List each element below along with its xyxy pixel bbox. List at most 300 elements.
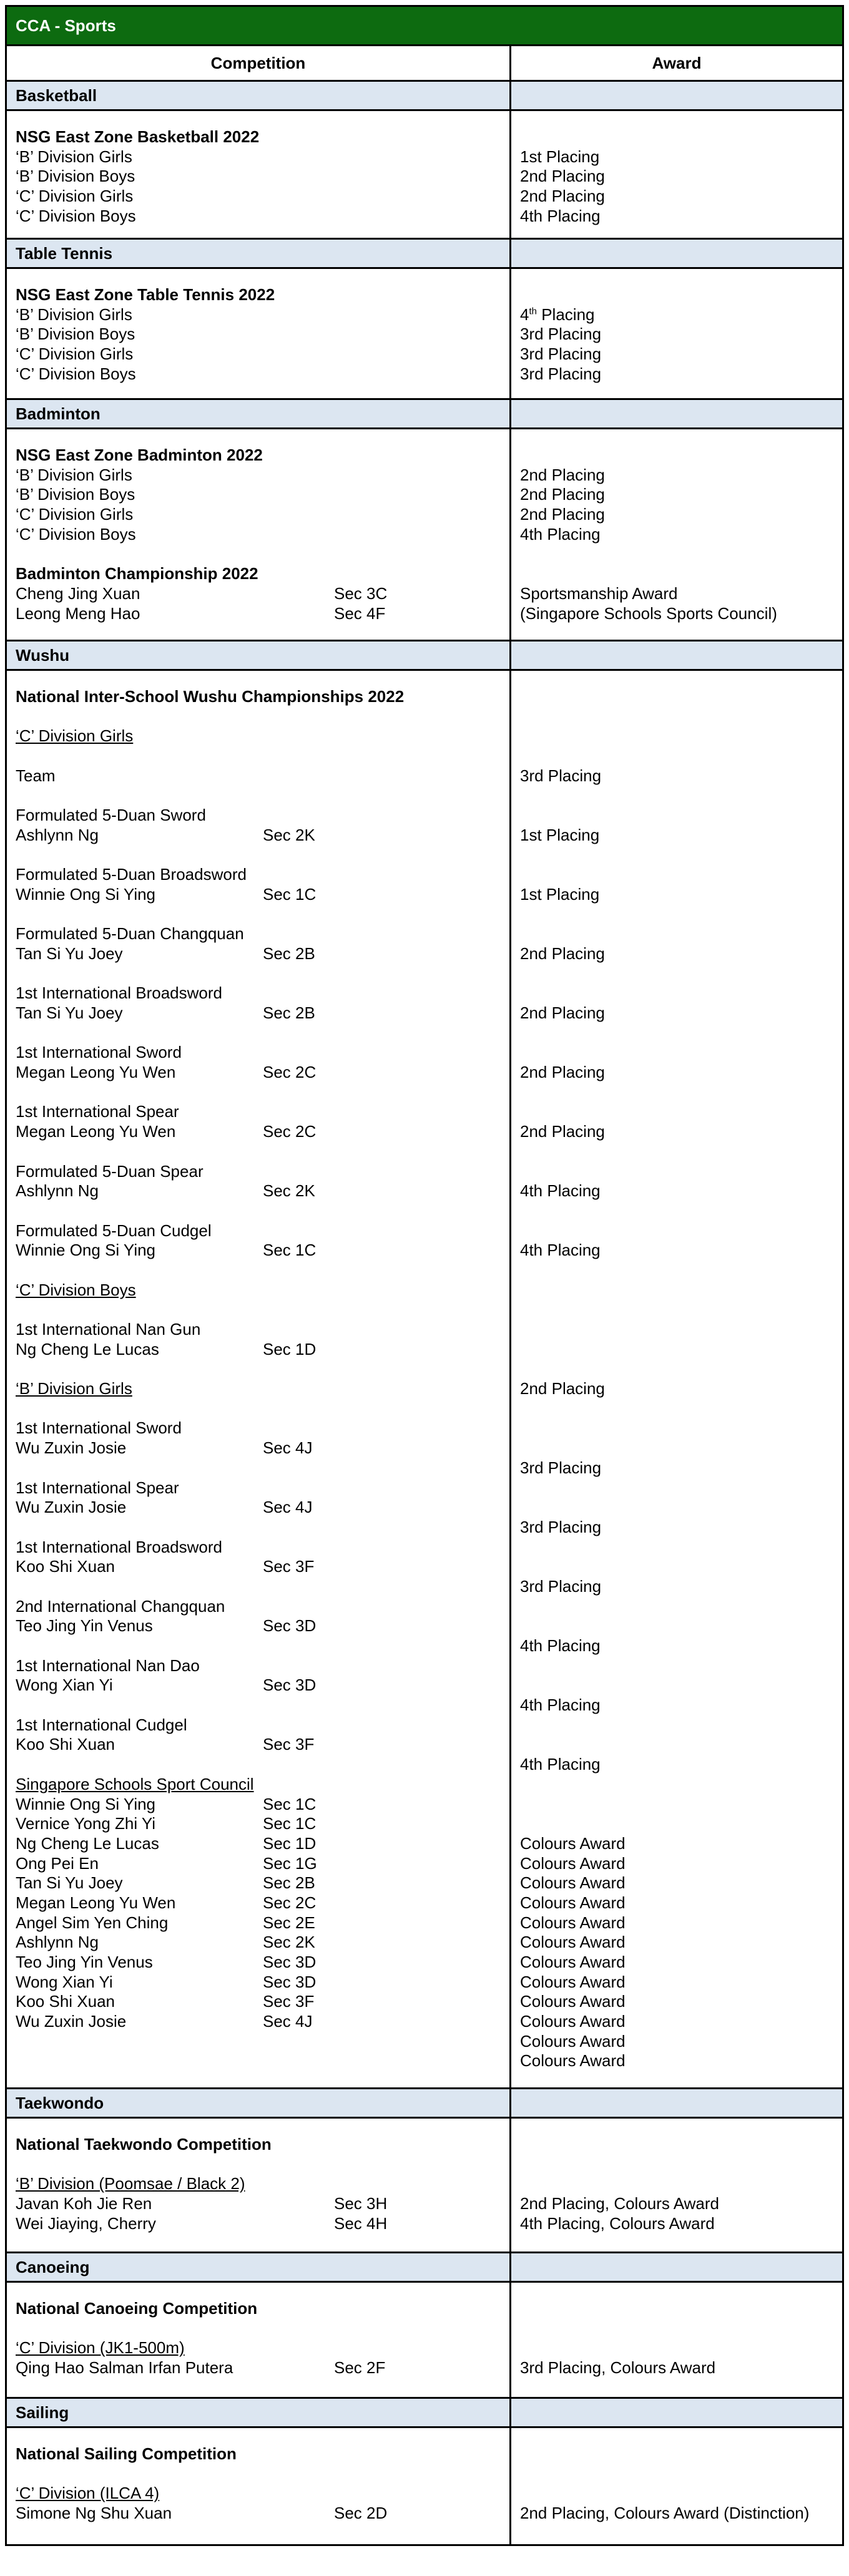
spacer	[520, 846, 833, 866]
competition-line-text: ‘C’ Division (JK1-500m)	[16, 2338, 185, 2358]
award-line	[520, 1122, 833, 1142]
award-line-text: Colours Award	[520, 1853, 626, 1873]
spacer	[16, 2464, 501, 2484]
award-line	[520, 2051, 833, 2071]
spacer	[16, 1636, 501, 1656]
award-line	[520, 305, 833, 325]
competition-line	[16, 485, 501, 505]
competition-line	[16, 944, 501, 964]
competition-line-text: Qing Hao Salman Irfan Putera	[16, 2358, 233, 2378]
award-line	[520, 1656, 833, 1676]
competition-line	[16, 1043, 501, 1063]
competition-line-text: ‘B’ Division Boys	[16, 324, 135, 344]
competition-line-text: Megan Leong Yu Wen	[16, 1063, 176, 1082]
competition-line-text: Ashlynn Ng	[16, 1933, 99, 1952]
class-label: Sec 1C	[263, 1241, 317, 1260]
competition-line-text: ‘C’ Division (ILCA 4)	[16, 2484, 160, 2503]
competition-line-text: NSG East Zone Badminton 2022	[16, 446, 263, 464]
award-line	[520, 687, 833, 707]
competition-line-text: 1st International Nan Dao	[16, 1656, 200, 1675]
spacer	[520, 1083, 833, 1103]
awards-table	[5, 5, 844, 2546]
section-title-blank	[511, 240, 842, 267]
section-title: Table Tennis	[7, 240, 511, 267]
competition-line-text: ‘C’ Division Boys	[16, 524, 136, 544]
competition-line-text: Formulated 5-Duan Changquan	[16, 924, 244, 944]
award-line	[520, 1735, 833, 1755]
competition-line	[16, 1538, 501, 1558]
award-line-text: 2nd Placing	[520, 1122, 605, 1141]
class-label: Sec 3D	[263, 1676, 317, 1695]
award-line-text: 4th Placing	[520, 1181, 601, 1201]
award-line	[520, 1755, 833, 1775]
class-label: Sec 1C	[263, 884, 317, 904]
competition-line	[16, 305, 501, 325]
competition-line	[16, 983, 501, 1003]
competition-line	[16, 2174, 501, 2194]
competition-line-text: 1st International Broadsword	[16, 983, 222, 1003]
class-label: Sec 2B	[263, 944, 315, 963]
competition-line	[16, 344, 501, 364]
award-line-text: 3rd Placing	[520, 1517, 602, 1536]
award-line-text: 3rd Placing	[520, 1458, 602, 1477]
competition-line-text: Koo Shi Xuan	[16, 1557, 115, 1576]
competition-line	[16, 1063, 501, 1083]
award-line	[520, 1715, 833, 1735]
competition-cell	[7, 111, 511, 238]
spacer	[16, 2155, 501, 2175]
award-line	[520, 1616, 833, 1636]
award-line-text: Colours Award	[520, 2031, 626, 2051]
competition-line	[16, 1834, 501, 1854]
spacer	[520, 1023, 833, 1043]
class-label: Sec 2C	[263, 1893, 317, 1912]
class-label: Sec 2E	[263, 1913, 315, 1932]
award-line	[520, 1043, 833, 1063]
competition-line-text: Formulated 5-Duan Broadsword	[16, 865, 247, 884]
award-line	[520, 1538, 833, 1558]
competition-line-text: Ashlynn Ng	[16, 1181, 99, 1201]
award-line	[520, 525, 833, 545]
competition-cell	[7, 671, 511, 2087]
competition-cell	[7, 2428, 511, 2544]
award-line	[520, 2174, 833, 2194]
competition-line	[16, 1181, 501, 1201]
competition-line	[16, 2135, 501, 2155]
section-title-blank	[511, 400, 842, 427]
competition-line	[16, 806, 501, 826]
class-label: Sec 4J	[263, 2012, 313, 2031]
competition-line-text: National Canoeing Competition	[16, 2299, 258, 2318]
competition-line-text: Angel Sim Yen Ching	[16, 1913, 169, 1932]
award-line-text: Sportsmanship Award	[520, 583, 678, 603]
competition-line-text: Megan Leong Yu Wen	[16, 1122, 176, 1141]
award-line	[520, 1241, 833, 1261]
class-label: Sec 3F	[263, 1992, 315, 2011]
award-line-text: 4th Placing	[520, 524, 601, 544]
spacer	[520, 544, 833, 564]
competition-line	[16, 826, 501, 846]
competition-line-text: 1st International Sword	[16, 1418, 182, 1438]
competition-line-text: ‘B’ Division (Poomsae / Black 2)	[16, 2174, 245, 2193]
competition-line-text: 1st International Nan Gun	[16, 1320, 201, 1339]
award-line-text: 2nd Placing	[520, 167, 605, 186]
spacer	[16, 1359, 501, 1379]
award-line	[520, 1992, 833, 2012]
award-line	[520, 2032, 833, 2052]
award-line	[520, 1913, 833, 1933]
award-line-text: 2nd Placing	[520, 1063, 605, 1082]
class-label: Sec 3C	[334, 583, 388, 603]
class-label: Sec 1G	[263, 1853, 317, 1873]
award-line	[520, 2214, 833, 2234]
competition-line-text: Teo Jing Yin Venus	[16, 1953, 153, 1971]
header-row	[7, 46, 842, 82]
spacer	[520, 1201, 833, 1221]
competition-line-text: ‘B’ Division Girls	[16, 465, 132, 484]
competition-line-text: National Inter-School Wushu Championships 2022	[16, 687, 405, 706]
award-line	[520, 1676, 833, 1695]
spacer	[520, 1261, 833, 1281]
competition-line	[16, 1438, 501, 1458]
section-header-basketball	[7, 82, 842, 111]
award-line	[520, 604, 833, 624]
spacer	[16, 746, 501, 766]
section-title: Basketball	[7, 82, 511, 109]
award-line	[520, 1795, 833, 1815]
award-line	[520, 1695, 833, 1715]
section-body	[7, 429, 842, 642]
award-line-text: 3rd Placing	[520, 766, 602, 785]
competition-line	[16, 1616, 501, 1636]
award-line-text: Colours Award	[520, 1913, 626, 1932]
competition-line-text: Wei Jiaying, Cherry	[16, 2213, 156, 2233]
competition-line-text: ‘C’ Division Girls	[16, 344, 134, 364]
award-line	[520, 1557, 833, 1577]
award-line-text: 2nd Placing	[520, 944, 605, 963]
competition-line	[16, 1122, 501, 1142]
competition-line	[16, 2338, 501, 2358]
competition-line-text: Ashlynn Ng	[16, 825, 99, 844]
award-line	[520, 1458, 833, 1478]
competition-line	[16, 726, 501, 746]
competition-line	[16, 584, 501, 604]
award-line	[520, 726, 833, 746]
competition-line-text: Formulated 5-Duan Sword	[16, 806, 206, 825]
competition-line-text: ‘C’ Division Girls	[16, 505, 134, 524]
competition-line-text: Formulated 5-Duan Cudgel	[16, 1221, 212, 1240]
award-line	[520, 187, 833, 207]
competition-line-text: Koo Shi Xuan	[16, 1992, 115, 2011]
section-title-blank	[511, 2253, 842, 2281]
class-label: Sec 1D	[263, 1339, 317, 1359]
competition-line	[16, 2484, 501, 2504]
competition-line	[16, 1241, 501, 1261]
class-label: Sec 3D	[263, 1972, 317, 1991]
award-line	[520, 1340, 833, 1360]
class-label: Sec 2K	[263, 1181, 315, 1201]
award-line	[520, 584, 833, 604]
section-header-badminton	[7, 400, 842, 429]
competition-line	[16, 1320, 501, 1340]
section-title: Canoeing	[7, 2253, 511, 2281]
table-title: CCA - Sports	[7, 7, 842, 46]
competition-line-text: Badminton Championship 2022	[16, 564, 258, 583]
award-line	[520, 766, 833, 786]
spacer	[16, 707, 501, 727]
award-line-text: 4th Placing	[520, 1241, 601, 1260]
class-label: Sec 4F	[334, 603, 386, 623]
competition-line	[16, 1221, 501, 1241]
spacer	[16, 544, 501, 564]
spacer	[16, 2319, 501, 2339]
competition-cell	[7, 269, 511, 398]
competition-line	[16, 865, 501, 885]
spacer	[520, 1300, 833, 1320]
award-line	[520, 1873, 833, 1893]
competition-line	[16, 924, 501, 944]
award-line	[520, 1063, 833, 1083]
class-label: Sec 3H	[334, 2194, 388, 2213]
class-label: Sec 4J	[263, 1438, 313, 1458]
award-line-text: 2nd Placing	[520, 465, 605, 484]
award-line	[520, 446, 833, 466]
award-line-text: 3rd Placing	[520, 364, 602, 383]
competition-line	[16, 1953, 501, 1973]
award-line	[520, 924, 833, 944]
award-line	[520, 1893, 833, 1913]
competition-line	[16, 766, 501, 786]
competition-line-text: ‘C’ Division Boys	[16, 364, 136, 383]
competition-line-text: Winnie Ong Si Ying	[16, 1794, 156, 1813]
spacer	[520, 2155, 833, 2175]
section-title: Taekwondo	[7, 2089, 511, 2117]
competition-line-text: Singapore Schools Sport Council	[16, 1774, 254, 1793]
award-line	[520, 1181, 833, 1201]
award-line	[520, 167, 833, 187]
competition-header: Competition	[7, 46, 511, 80]
section-header-taekwondo	[7, 2089, 842, 2119]
competition-line-text: 1st International Spear	[16, 1478, 179, 1497]
competition-line-text: Team	[16, 766, 56, 785]
award-line	[520, 285, 833, 305]
spacer	[520, 2319, 833, 2339]
competition-line	[16, 167, 501, 187]
class-label: Sec 1D	[263, 1833, 317, 1853]
section-header-wushu	[7, 642, 842, 671]
award-line-text: Colours Award	[520, 1972, 626, 1991]
competition-line-text: Wong Xian Yi	[16, 1676, 113, 1695]
award-cell	[511, 269, 842, 398]
class-label: Sec 2D	[334, 2504, 388, 2523]
award-line-text: 1st Placing	[520, 147, 600, 166]
spacer	[16, 905, 501, 925]
spacer	[16, 1755, 501, 1775]
competition-line	[16, 525, 501, 545]
competition-line	[16, 604, 501, 624]
award-line-text: 3rd Placing	[520, 344, 602, 364]
award-line-text: Placing	[536, 305, 595, 324]
competition-line-text: Simone Ng Shu Xuan	[16, 2504, 172, 2523]
award-line-text: 3rd Placing	[520, 324, 602, 344]
competition-line	[16, 1597, 501, 1617]
award-cell	[511, 2119, 842, 2252]
competition-line-text: ‘C’ Division Girls	[16, 726, 134, 746]
section-title: Wushu	[7, 642, 511, 669]
competition-line	[16, 2194, 501, 2214]
spacer	[16, 1023, 501, 1043]
section-header-table-tennis	[7, 240, 842, 269]
award-line-text: 1st Placing	[520, 825, 600, 844]
award-line-text: 2nd Placing	[520, 1003, 605, 1022]
award-line	[520, 2484, 833, 2504]
class-label: Sec 2K	[263, 1933, 315, 1952]
award-line-text: 2nd Placing	[520, 187, 605, 206]
competition-line-text: Leong Meng Hao	[16, 603, 140, 623]
award-line	[520, 1518, 833, 1538]
award-line	[520, 1498, 833, 1518]
competition-line-text: 1st International Sword	[16, 1043, 182, 1062]
competition-line	[16, 1992, 501, 2012]
award-line	[520, 1953, 833, 1973]
spacer	[16, 1261, 501, 1281]
class-label: Sec 3D	[263, 1616, 317, 1636]
competition-line	[16, 285, 501, 305]
section-body	[7, 269, 842, 400]
award-line-text: 1st Placing	[520, 884, 600, 904]
competition-line-text: ‘C’ Division Boys	[16, 206, 136, 225]
award-line	[520, 147, 833, 167]
award-line	[520, 2338, 833, 2358]
sections-container	[7, 82, 842, 2544]
competition-line	[16, 1418, 501, 1438]
award-line	[520, 485, 833, 505]
competition-line-text: Tan Si Yu Joey	[16, 1873, 123, 1893]
award-line-text: Colours Award	[520, 1873, 626, 1893]
class-label: Sec 3F	[263, 1735, 315, 1754]
section-title: Badminton	[7, 400, 511, 427]
competition-line-text: Ng Cheng Le Lucas	[16, 1833, 159, 1853]
award-line	[520, 1636, 833, 1656]
award-line	[520, 2299, 833, 2319]
competition-line	[16, 1478, 501, 1498]
competition-line-text: Wu Zuxin Josie	[16, 1438, 127, 1458]
award-line	[520, 2358, 833, 2378]
section-body	[7, 2283, 842, 2399]
award-line	[520, 1320, 833, 1340]
award-line	[520, 1478, 833, 1498]
award-line-text: 4th Placing	[520, 1695, 601, 1715]
competition-line-text: Javan Koh Jie Ren	[16, 2194, 152, 2213]
competition-line	[16, 1102, 501, 1122]
award-line-text: 4th Placing	[520, 1636, 601, 1655]
competition-line	[16, 1498, 501, 1518]
section-body	[7, 2119, 842, 2253]
competition-line	[16, 1281, 501, 1300]
competition-line	[16, 1775, 501, 1795]
competition-line	[16, 2358, 501, 2378]
award-line	[520, 1418, 833, 1438]
award-line-text: 4	[520, 305, 529, 324]
competition-line	[16, 1913, 501, 1933]
award-line	[520, 1834, 833, 1854]
competition-line	[16, 1814, 501, 1834]
award-line	[520, 2444, 833, 2464]
class-label: Sec 2F	[334, 2358, 386, 2378]
competition-line-text: Ong Pei En	[16, 1853, 99, 1873]
spacer	[16, 1695, 501, 1715]
award-line	[520, 1281, 833, 1300]
award-line	[520, 1221, 833, 1241]
award-line-text: Colours Award	[520, 1953, 626, 1971]
spacer	[16, 1142, 501, 1162]
competition-line-text: 1st International Broadsword	[16, 1537, 222, 1556]
award-line-text: Colours Award	[520, 2012, 626, 2031]
award-cell	[511, 2428, 842, 2544]
award-line-text: 3rd Placing, Colours Award	[520, 2358, 716, 2378]
competition-line	[16, 2504, 501, 2524]
spacer	[520, 1399, 833, 1419]
class-label: Sec 3D	[263, 1953, 317, 1971]
class-label: Sec 2K	[263, 825, 315, 844]
award-line	[520, 505, 833, 525]
class-label: Sec 3F	[263, 1557, 315, 1576]
spacer	[520, 905, 833, 925]
competition-line	[16, 1162, 501, 1182]
award-line-text: Colours Award	[520, 2051, 626, 2071]
award-line-text: Colours Award	[520, 1893, 626, 1912]
competition-line-text: ‘B’ Division Boys	[16, 167, 135, 186]
competition-cell	[7, 2283, 511, 2397]
award-line-text: Colours Award	[520, 1992, 626, 2011]
competition-line	[16, 564, 501, 584]
section-title-blank	[511, 642, 842, 669]
class-label: Sec 1C	[263, 1814, 317, 1833]
competition-line-text: Wu Zuxin Josie	[16, 1498, 127, 1517]
award-line	[520, 1162, 833, 1182]
section-body	[7, 2428, 842, 2544]
class-label: Sec 4H	[334, 2213, 388, 2233]
award-line	[520, 364, 833, 384]
competition-line-text: Teo Jing Yin Venus	[16, 1616, 153, 1636]
competition-line	[16, 1715, 501, 1735]
competition-line	[16, 505, 501, 525]
award-line	[520, 1597, 833, 1617]
award-line	[520, 944, 833, 964]
award-line	[520, 1379, 833, 1399]
award-line	[520, 2012, 833, 2032]
spacer	[16, 1083, 501, 1103]
competition-line	[16, 2444, 501, 2464]
award-line	[520, 2135, 833, 2155]
section-title-blank	[511, 2089, 842, 2117]
competition-line	[16, 1893, 501, 1913]
award-line	[520, 1814, 833, 1834]
award-line	[520, 127, 833, 147]
competition-line	[16, 1656, 501, 1676]
award-line	[520, 865, 833, 885]
award-line	[520, 1854, 833, 1874]
competition-line-text: ‘C’ Division Girls	[16, 187, 134, 206]
class-label: Sec 2C	[263, 1063, 317, 1082]
competition-line	[16, 2299, 501, 2319]
competition-line	[16, 1340, 501, 1360]
competition-line-text: NSG East Zone Basketball 2022	[16, 127, 260, 146]
class-label: Sec 2B	[263, 1003, 315, 1022]
award-line	[520, 564, 833, 584]
competition-line-text: Ng Cheng Le Lucas	[16, 1339, 159, 1359]
competition-line	[16, 2214, 501, 2234]
